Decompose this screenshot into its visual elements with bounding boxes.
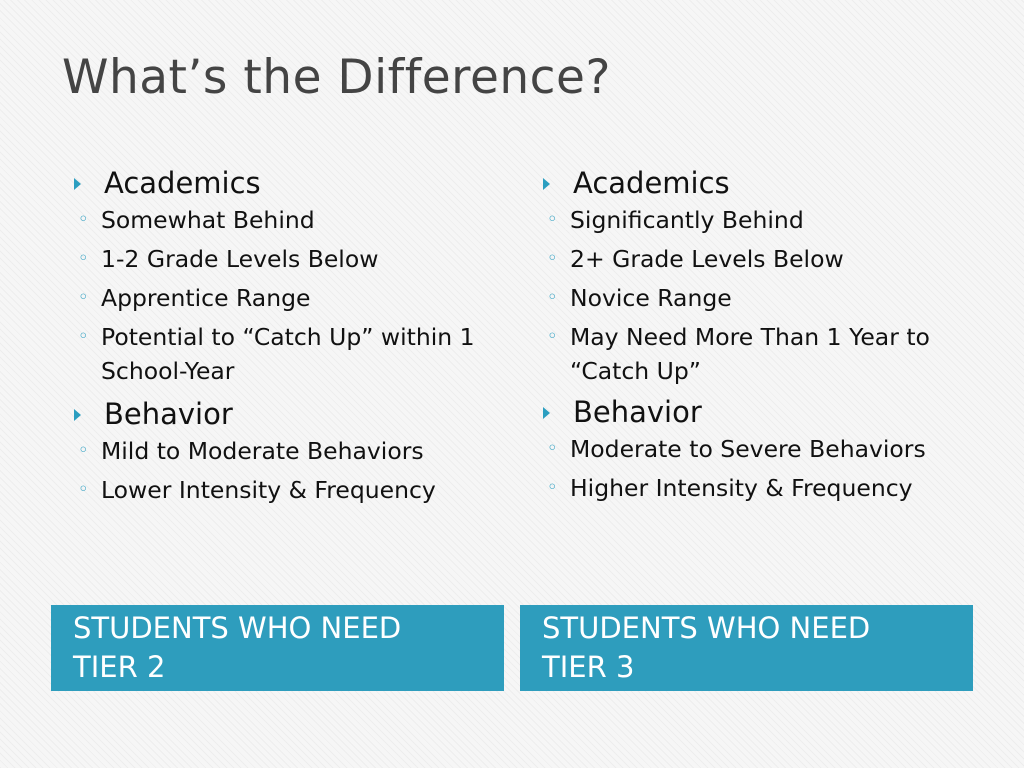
arrow-bullet-icon bbox=[543, 389, 573, 429]
heading-text: Behavior bbox=[104, 397, 233, 431]
item-text: 1-2 Grade Levels Below bbox=[101, 245, 379, 273]
item-text: Significantly Behind bbox=[570, 206, 804, 234]
item-text: Higher Intensity & Frequency bbox=[570, 474, 913, 502]
behavior-list bbox=[543, 432, 983, 506]
heading-text: Behavior bbox=[573, 395, 702, 429]
circle-bullet-icon bbox=[74, 203, 101, 238]
item-text: May Need More Than 1 Year to “Catch Up” bbox=[570, 323, 930, 385]
behavior-heading bbox=[74, 394, 514, 434]
list-item bbox=[74, 281, 514, 316]
banner-line: STUDENTS WHO NEED bbox=[73, 611, 402, 645]
item-text: Novice Range bbox=[570, 284, 732, 312]
item-text: Moderate to Severe Behaviors bbox=[570, 435, 926, 463]
list-item bbox=[543, 471, 983, 506]
tier-2-banner bbox=[51, 605, 504, 691]
behavior-group bbox=[74, 394, 514, 508]
arrow-bullet-icon bbox=[74, 160, 104, 200]
list-item bbox=[74, 434, 514, 469]
list-item bbox=[74, 203, 514, 238]
circle-bullet-icon bbox=[543, 203, 570, 238]
item-text: Mild to Moderate Behaviors bbox=[101, 437, 424, 465]
heading-text: Academics bbox=[104, 166, 261, 200]
banner-line: TIER 2 bbox=[73, 650, 166, 684]
list-item bbox=[543, 432, 983, 467]
list-item bbox=[74, 473, 514, 508]
list-item bbox=[74, 320, 514, 388]
circle-bullet-icon bbox=[74, 434, 101, 469]
behavior-list bbox=[74, 434, 514, 508]
heading-text: Academics bbox=[573, 166, 730, 200]
academics-heading bbox=[74, 163, 514, 203]
academics-heading bbox=[543, 163, 983, 203]
list-item bbox=[543, 281, 983, 316]
behavior-group bbox=[543, 392, 983, 506]
circle-bullet-icon bbox=[74, 281, 101, 316]
circle-bullet-icon bbox=[74, 473, 101, 508]
item-text: Potential to “Catch Up” within 1 School-Year bbox=[101, 323, 475, 385]
tier-2-column bbox=[74, 163, 514, 512]
list-item bbox=[543, 320, 983, 388]
circle-bullet-icon bbox=[543, 471, 570, 506]
circle-bullet-icon bbox=[543, 281, 570, 316]
slide-title: What’s the Difference? bbox=[62, 50, 611, 105]
arrow-bullet-icon bbox=[543, 160, 573, 200]
academics-group bbox=[74, 163, 514, 388]
circle-bullet-icon bbox=[74, 320, 101, 388]
academics-list bbox=[543, 203, 983, 388]
list-item bbox=[543, 203, 983, 238]
academics-list bbox=[74, 203, 514, 388]
item-text: 2+ Grade Levels Below bbox=[570, 245, 844, 273]
banner-line: STUDENTS WHO NEED bbox=[542, 611, 871, 645]
item-text: Lower Intensity & Frequency bbox=[101, 476, 436, 504]
arrow-bullet-icon bbox=[74, 391, 104, 431]
academics-group bbox=[543, 163, 983, 388]
item-text: Somewhat Behind bbox=[101, 206, 315, 234]
circle-bullet-icon bbox=[543, 320, 570, 388]
circle-bullet-icon bbox=[543, 242, 570, 277]
item-text: Apprentice Range bbox=[101, 284, 311, 312]
list-item bbox=[74, 242, 514, 277]
circle-bullet-icon bbox=[543, 432, 570, 467]
list-item bbox=[543, 242, 983, 277]
tier-3-banner bbox=[520, 605, 973, 691]
circle-bullet-icon bbox=[74, 242, 101, 277]
tier-3-column bbox=[543, 163, 983, 510]
banner-line: TIER 3 bbox=[542, 650, 635, 684]
behavior-heading bbox=[543, 392, 983, 432]
